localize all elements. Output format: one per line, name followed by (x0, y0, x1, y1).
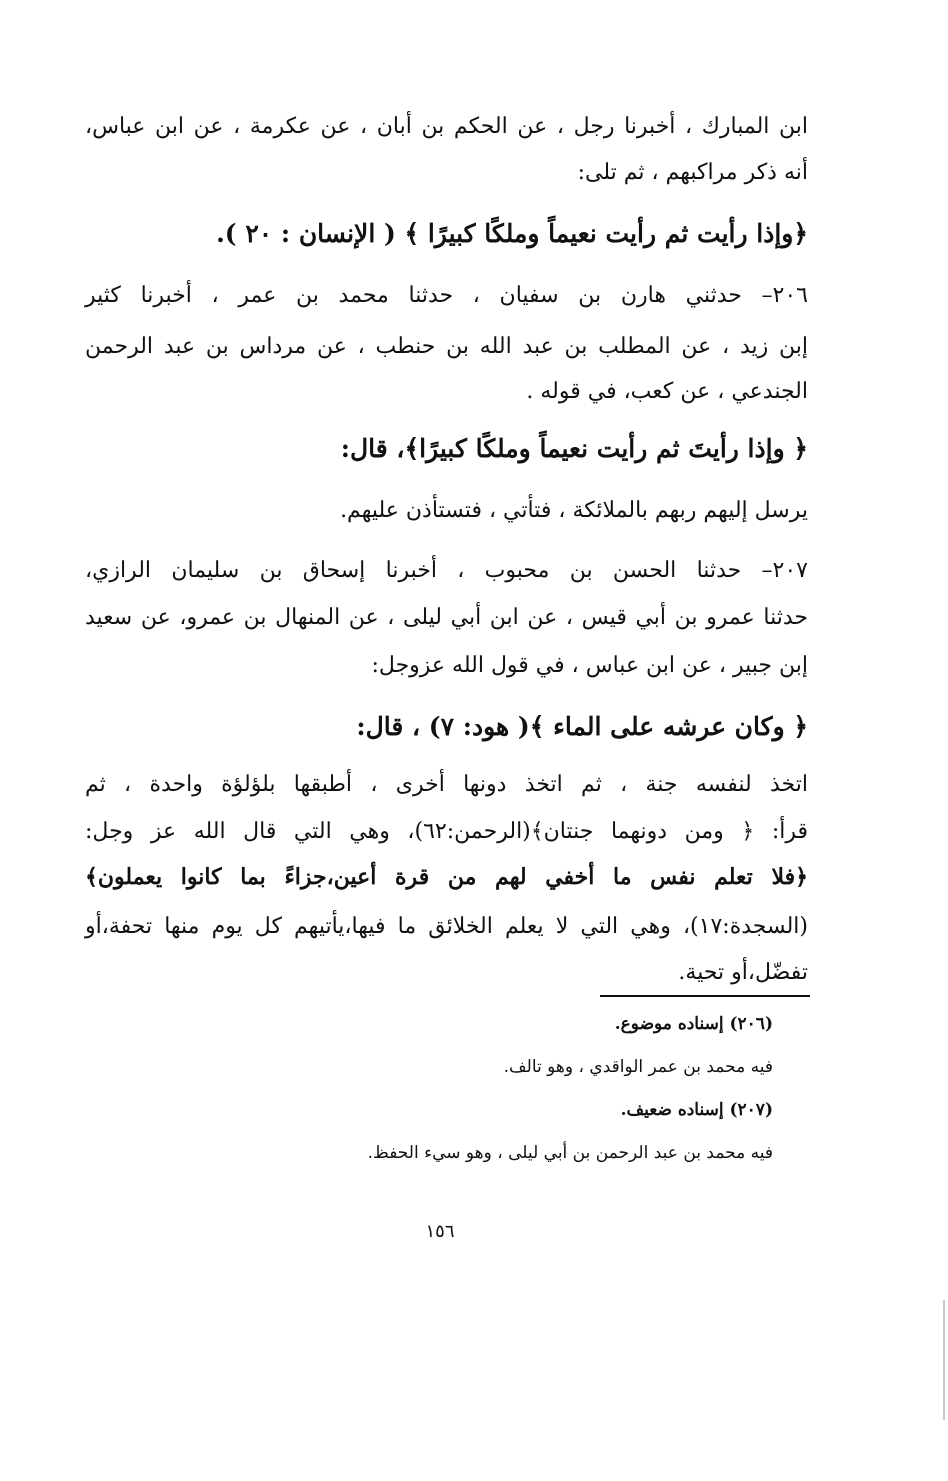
hadith-207-line-9: تفضّل،أو تحية. (678, 960, 808, 985)
page-number: ١٥٦ (425, 1221, 455, 1242)
hadith-207-line-2: حدثنا عمرو بن أبي قيس ، عن ابن أبي ليلى ، عن المنهال بن عمرو، عن سعيد (85, 605, 808, 630)
text-line-2: أنه ذكر مراكبهم ، ثم تلى: (577, 160, 808, 185)
footnote-divider (600, 995, 810, 997)
scan-edge-mark (943, 1300, 945, 1420)
quran-verse-line: ﴿وإذا رأيت ثم رأيت نعيماً وملكًا كبيرًا ﴾ ( الإنسان : ٢٠ ). (216, 219, 808, 248)
footnote-207-text: فيه محمد بن عبد الرحمن بن أبي ليلى ، وهو سيء الحفظ. (367, 1143, 773, 1163)
hadith-207-line-8: (السجدة:١٧)، وهي التي لا يعلم الخلائق ما فيها،يأتيهم كل يوم منها تحفة،أو (85, 914, 808, 939)
hadith-207-line-3: إبن جبير ، عن ابن عباس ، في قول الله عزوجل: (371, 653, 808, 678)
footnote-206-heading: (٢٠٦) إسناده موضوع. (614, 1014, 773, 1034)
hadith-207-line-6: قرأ: ﴿ ومن دونهما جنتان﴾(الرحمن:٦٢)، وهي التي قال الله عز وجل: (85, 819, 808, 844)
quran-verse-line: ﴿ وكان عرشه على الماء ﴾( هود: ٧) ، قال: (356, 712, 808, 741)
hadith-207-line-1: ٢٠٧– حدثنا الحسن بن محبوب ، أخبرنا إسحاق بن سليمان الرازي، (85, 558, 808, 583)
text-line-1: ابن المبارك ، أخبرنا رجل ، عن الحكم بن أبان ، عن عكرمة ، عن ابن عباس، (85, 114, 808, 139)
hadith-207-line-5: اتخذ لنفسه جنة ، ثم اتخذ دونها أخرى ، أطبقها بلؤلؤة واحدة ، ثم (85, 772, 808, 797)
footnote-207-heading: (٢٠٧) إسناده ضعيف. (620, 1100, 773, 1120)
hadith-206-line-3: الجندعي ، عن كعب، في قوله . (526, 379, 808, 404)
quran-verse-line: ﴿فلا تعلم نفس ما أخفي لهم من قرة أعين،جزاءً بما كانوا يعملون﴾ (85, 864, 808, 890)
footnote-206-text: فيه محمد بن عمر الواقدي ، وهو تالف. (503, 1057, 773, 1077)
hadith-206-line-2: إبن زيد ، عن المطلب بن عبد الله بن حنطب ، عن مرداس بن عبد الرحمن (85, 334, 808, 359)
hadith-206-line-5: يرسل إليهم ربهم بالملائكة ، فتأتي ، فتستأذن عليهم. (340, 498, 808, 523)
hadith-206-line-1: ٢٠٦– حدثني هارن بن سفيان ، حدثنا محمد بن عمر ، أخبرنا كثير (85, 283, 808, 308)
quran-verse-line: ﴿ وإذا رأيتَ ثم رأيت نعيماً وملكًا كبيرًا﴾، قال: (340, 434, 808, 463)
